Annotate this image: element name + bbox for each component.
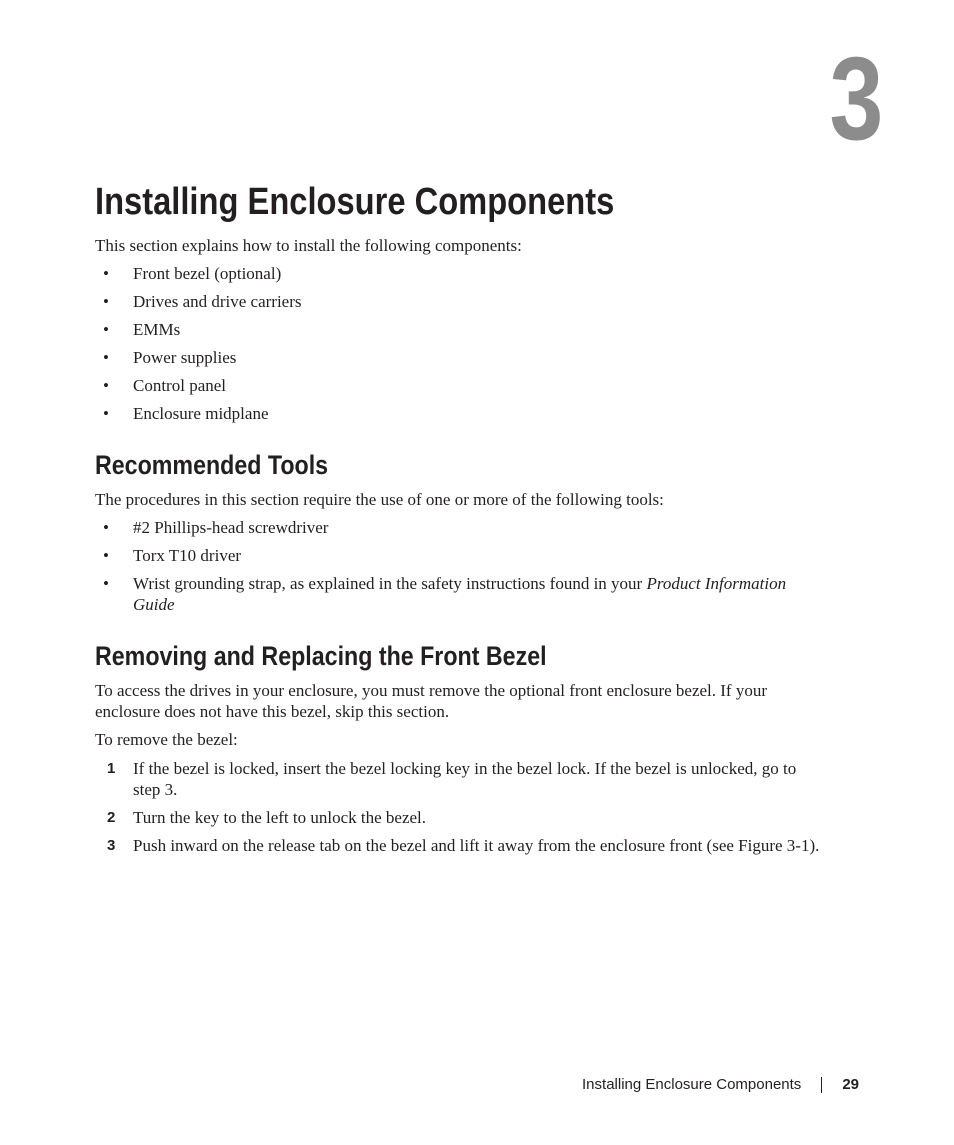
list-item: • EMMs bbox=[103, 320, 181, 339]
page-footer bbox=[582, 1075, 859, 1095]
bullet-icon: • bbox=[103, 546, 109, 565]
tools-intro: The procedures in this section require the use of one or more of the following tools: bbox=[95, 490, 664, 509]
page-title: Installing Enclosure Components bbox=[95, 181, 615, 223]
chapter-number: 3 bbox=[829, 33, 882, 165]
list-item: • #2 Phillips-head screwdriver bbox=[103, 518, 329, 537]
list-item: • Control panel bbox=[103, 376, 227, 395]
step-item: 3 Push inward on the release tab on the bezel and lift it away from the enclosure front (see Figure 3-1). bbox=[107, 836, 820, 855]
intro-paragraph: This section explains how to install the following components: bbox=[95, 236, 522, 255]
section-heading-tools: Recommended Tools bbox=[95, 450, 329, 480]
components-list bbox=[95, 263, 825, 424]
list-item: • Torx T10 driver bbox=[103, 546, 242, 565]
list-item: • Wrist grounding strap, as explained in the safety instructions found in your Product Information Guide bbox=[103, 574, 787, 614]
bezel-remove-intro: To remove the bezel: bbox=[95, 730, 238, 749]
footer-divider bbox=[821, 1077, 822, 1093]
list-item: • Enclosure midplane bbox=[103, 404, 269, 423]
bullet-icon: • bbox=[103, 320, 109, 339]
list-item: • Drives and drive carriers bbox=[103, 292, 302, 311]
list-item: • Power supplies bbox=[103, 348, 237, 367]
page-number: 29 bbox=[842, 1076, 859, 1093]
section-heading-bezel: Removing and Replacing the Front Bezel bbox=[95, 641, 547, 671]
steps-list bbox=[95, 758, 825, 856]
bullet-icon: • bbox=[103, 574, 109, 593]
bullet-icon: • bbox=[103, 518, 109, 537]
bullet-icon: • bbox=[103, 376, 109, 395]
step-item: 2 Turn the key to the left to unlock the bezel. bbox=[107, 808, 427, 827]
step-item: 1 If the bezel is locked, insert the bezel locking key in the bezel lock. If the bezel is unlocked, go to step 3. bbox=[107, 759, 797, 799]
bullet-icon: • bbox=[103, 348, 109, 367]
list-item: • Front bezel (optional) bbox=[103, 264, 282, 283]
bullet-icon: • bbox=[103, 264, 109, 283]
bezel-paragraph: To access the drives in your enclosure, you must remove the optional front enclosure bezel. If your enclosure does not have this bezel, skip this section. bbox=[95, 681, 767, 721]
footer-title: Installing Enclosure Components bbox=[582, 1076, 802, 1093]
bullet-icon: • bbox=[103, 404, 109, 423]
bullet-icon: • bbox=[103, 292, 109, 311]
tools-list bbox=[95, 517, 825, 615]
